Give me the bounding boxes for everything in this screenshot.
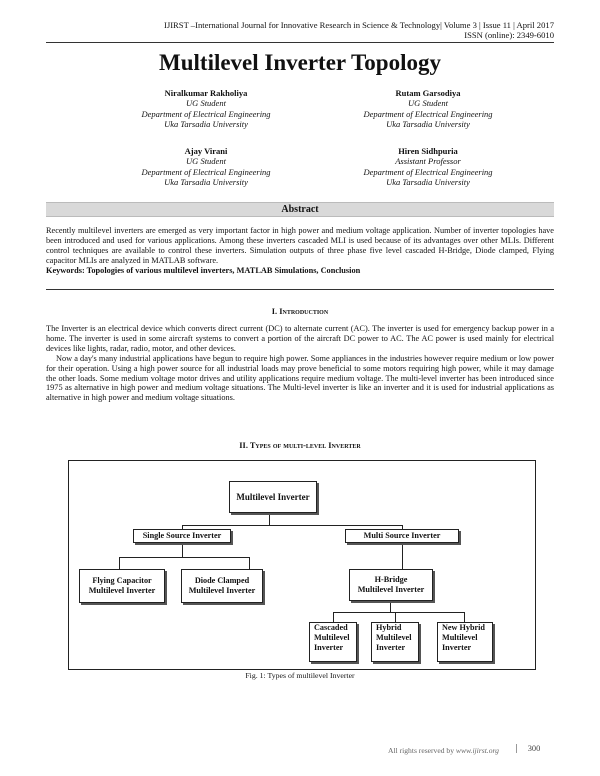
connector	[182, 525, 402, 526]
flying-capacitor-box	[79, 569, 165, 603]
box-line: Cascaded	[314, 623, 348, 632]
author-univ: Uka Tarsadia University	[164, 176, 248, 187]
box-line: Diode Clamped	[194, 576, 250, 585]
author-name: Ajay Virani	[184, 146, 228, 156]
box-line: Multilevel	[376, 633, 412, 642]
box-line: Multilevel	[442, 633, 478, 642]
journal-header: IJIRST –International Journal for Innovative Research in Science & Technology| Volume 3 | Issue 11 | April 2017	[163, 20, 554, 30]
connector	[269, 513, 270, 525]
paper-title: Multilevel Inverter Topology	[159, 50, 441, 75]
author-role: UG Student	[408, 98, 448, 109]
section-heading-introduction	[0, 307, 600, 316]
author-block-3	[96, 146, 316, 187]
new-hybrid-box	[437, 622, 493, 662]
connector	[390, 601, 391, 612]
abstract-text: Recently multilevel inverters are emerged as very important factor in high power and medium voltage application. Number of inverter topologies have been introduced and used for various applications. Among these inverters cascaded MLI is used because of its advantages over other MLIs. Different control techniques are available to control these inverters. Simulation outputs of three phase five level cascaded H-Bridge, Diode clamped, Flying capacitor MLIs are analyzed in MATLAB software.	[46, 226, 554, 265]
box-line: Hybrid	[376, 623, 402, 632]
hybrid-box	[371, 622, 419, 662]
connector	[119, 557, 249, 558]
abstract-body	[46, 226, 554, 276]
site-link[interactable]: www.ijirst.org	[455, 746, 499, 755]
rights-text: All rights reserved by	[388, 746, 455, 755]
box-line: Flying Capacitor	[92, 576, 152, 585]
box-line: Multilevel Inverter	[357, 585, 425, 594]
inverter-types-diagram	[68, 460, 536, 670]
author-dept: Department of Electrical Engineering	[141, 166, 271, 177]
introduction-body	[46, 324, 554, 403]
author-role: UG Student	[186, 98, 226, 109]
diode-clamped-box	[181, 569, 263, 603]
figure-caption: Fig. 1: Types of multilevel Inverter	[245, 671, 355, 680]
author-name: Rutam Garsodiya	[395, 88, 461, 98]
connector	[119, 557, 120, 569]
author-role: UG Student	[186, 156, 226, 167]
box-line: Multilevel Inverter	[88, 586, 156, 595]
author-block-2	[318, 88, 538, 129]
author-block-4	[318, 146, 538, 187]
author-role: Assistant Professor	[395, 156, 461, 167]
connector	[464, 612, 465, 622]
box-line: Inverter	[442, 643, 472, 652]
connector	[333, 612, 464, 613]
section-heading-types	[0, 441, 600, 450]
page-footer	[388, 746, 558, 755]
h-bridge-box	[349, 569, 433, 601]
author-block-1	[96, 88, 316, 129]
box-line: H-Bridge	[374, 575, 408, 584]
root-box: Multilevel Inverter	[229, 481, 317, 513]
keywords: Keywords: Topologies of various multilevel inverters, MATLAB Simulations, Conclusion	[46, 265, 361, 275]
author-name: Niralkumar Rakholiya	[164, 88, 248, 98]
box-line: Inverter	[376, 643, 406, 652]
intro-paragraph-1: The Inverter is an electrical device which converts direct current (DC) to alternate current (AC). The inverter is used for emergency backup power in a home. The inverter is used in some aircraft systems to convert a portion of the aircraft DC power to AC. The AC power is used mainly for electrical devices like lights, radar, radio, motor, and other devices.	[46, 324, 554, 353]
box-line: Inverter	[314, 643, 344, 652]
author-name: Hiren Sidhpuria	[398, 146, 458, 156]
author-univ: Uka Tarsadia University	[164, 118, 248, 129]
box-line: New Hybrid	[442, 623, 485, 632]
author-univ: Uka Tarsadia University	[386, 118, 470, 129]
connector	[182, 543, 183, 557]
abstract-heading: Abstract	[46, 202, 554, 217]
author-dept: Department of Electrical Engineering	[363, 108, 493, 119]
single-source-box: Single Source Inverter	[133, 529, 231, 543]
page-number: 300	[516, 744, 551, 753]
section-title: II. Types of multi-level Inverter	[239, 441, 361, 450]
connector	[249, 557, 250, 569]
author-univ: Uka Tarsadia University	[386, 176, 470, 187]
intro-paragraph-2: Now a day's many industrial applications have begun to require high power. Some appliances in the industries however require medium or low power for their operation. Using a high power source for all industrial loads may prove beneficial to some motors requiring high power, while it may damage the other loads. Some medium voltage motor drives and utility applications require medium voltage. The multi-level inverter has been introduced since 1975 as alternative in high power and medium voltage situations. The Multi-level inverter is like an inverter and it is used for industrial applications as alternative in high power and medium voltage situations.	[46, 353, 554, 403]
connector	[395, 612, 396, 622]
issn-line: ISSN (online): 2349-6010	[464, 30, 554, 40]
author-dept: Department of Electrical Engineering	[363, 166, 493, 177]
box-line: Multilevel Inverter	[188, 586, 256, 595]
section-title: I. Introduction	[271, 307, 329, 316]
cascaded-box	[309, 622, 357, 662]
header-rule	[46, 42, 554, 43]
author-dept: Department of Electrical Engineering	[141, 108, 271, 119]
box-line: Multilevel	[314, 633, 350, 642]
connector	[402, 543, 403, 569]
abstract-rule	[46, 289, 554, 290]
connector	[333, 612, 334, 622]
multi-source-box: Multi Source Inverter	[345, 529, 459, 543]
